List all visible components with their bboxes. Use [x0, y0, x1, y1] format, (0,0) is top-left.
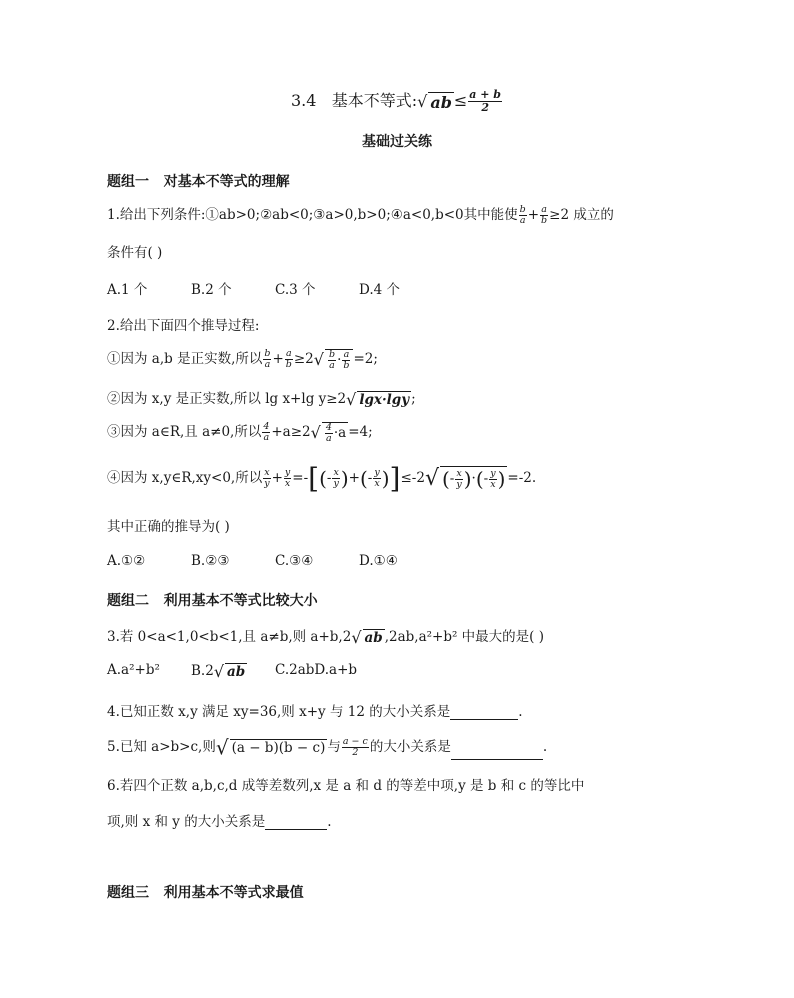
question-1-line-1: [107, 203, 614, 226]
q2-s4-f5-den: y: [456, 478, 462, 490]
q2-s4-f2-num: y: [284, 467, 291, 478]
question-4: [107, 700, 523, 720]
group-3-label: 题组三: [107, 885, 149, 901]
q2-s4-plus: +: [271, 470, 283, 486]
q2-s4-frac-xy-3: [455, 469, 462, 490]
q2-s4-f2-den: x: [284, 478, 291, 489]
q3-options: [107, 662, 437, 682]
q2-option-c[interactable]: C.③④: [275, 553, 314, 569]
q2-s4-f6-num: y: [490, 467, 496, 479]
q2-s1-f2-num: a: [285, 348, 292, 359]
q3-option-b[interactable]: B.2√ ab: [191, 662, 246, 681]
section-number: 3.4: [291, 91, 317, 110]
q6-answer-blank[interactable]: [265, 815, 327, 830]
q2-statement-1: ①因为 a,b 是正实数,所以 $\frac{b}{a}$ + $\frac{a}{b}$ ≥2√ $\frac{b}{a}$ · $\frac{a}{b}$ =2;: [107, 348, 378, 371]
q2-s4-frac-xy: [263, 468, 270, 489]
q1-f1-num: b: [519, 204, 526, 215]
title-le: ≤: [453, 91, 468, 110]
q3-option-b-sqrt: ab: [227, 664, 246, 680]
q5-pre: 5.已知 a>b>c,则: [107, 739, 216, 755]
q2-s4-f3-num: x: [333, 467, 339, 478]
title-fraction: [468, 89, 502, 114]
q1-option-b[interactable]: B.2 个: [191, 282, 232, 298]
q2-s3-f-den: a: [263, 432, 270, 443]
q6-end: .: [327, 814, 332, 830]
q2-s1-sqrt-frac-1: [328, 350, 336, 371]
q2-s3-mid: +a≥2: [271, 424, 311, 440]
q1-text-b: ≥2 成立的: [549, 207, 614, 223]
q3-option-a[interactable]: A.a²+b²: [107, 662, 160, 678]
q3-option-b-pre: B.2: [191, 663, 214, 679]
question-6-line-2: [107, 810, 332, 830]
q1-option-d[interactable]: D.4 个: [359, 282, 401, 298]
q4-answer-blank[interactable]: [450, 705, 518, 720]
q2-option-d[interactable]: D.①④: [359, 553, 398, 569]
q2-s1-pre: ①因为 a,b 是正实数,所以: [107, 351, 263, 367]
q2-s1-sqrt-frac-2: [342, 350, 350, 371]
q2-s4-paren-r3: ): [463, 467, 472, 491]
q2-s2-pre: ②因为 x,y 是正实数,所以 lg x+lg y≥2: [107, 391, 347, 407]
page-title: 3.4 基本不等式:√ ab ≤ $\frac{a + b}{2}$: [291, 88, 501, 114]
q4-end: .: [518, 704, 523, 720]
q2-s1-sq-f2-den: b: [343, 359, 350, 371]
q1-plus: +: [527, 207, 540, 223]
q1-f2-num: a: [541, 204, 547, 215]
q3-sqrt: ab: [364, 630, 383, 646]
q2-s3-sqrt: [322, 422, 348, 444]
q2-s4-f1-den: y: [264, 478, 270, 489]
q2-s1-dot: ·: [337, 351, 342, 368]
q2-s4-bracket-r: ]: [389, 462, 401, 495]
q5-answer-blank[interactable]: [451, 745, 543, 760]
question-2-intro: 2.给出下面四个推导过程:: [107, 318, 260, 334]
q2-s4-f6-den: x: [490, 478, 496, 490]
q1-frac-b-over-a: [519, 205, 527, 226]
title-frac-den: 2: [481, 101, 489, 114]
group-2-label: 题组二: [107, 593, 149, 609]
q2-s3-post: =4;: [348, 424, 373, 440]
q2-s1-f1-den: a: [264, 359, 271, 370]
q2-s1-sqrt: [325, 349, 353, 371]
group-1-title: 对基本不等式的理解: [163, 174, 290, 190]
q1-text-a: 1.给出下列条件:①ab>0;②ab<0;③a>0,b>0;④a<0,b<0其中能使: [107, 207, 518, 223]
q2-s4-frac-yx-2: [373, 468, 380, 489]
q5-frac-num: a − c: [342, 736, 368, 747]
q2-statement-3: ③因为 a∈R,且 a≠0,所以 $\frac{4}{a}$ +a≥2√ $\frac{4}{a}$ ·a =4;: [107, 421, 373, 444]
q2-s4-paren-l3: (: [441, 467, 450, 491]
q2-s4-f1-num: x: [264, 467, 270, 478]
q2-s4-f4-num: y: [374, 467, 380, 478]
q2-s4-f5-num: x: [456, 467, 462, 479]
q2-options: [107, 553, 437, 573]
q1-option-c[interactable]: C.3 个: [275, 282, 316, 298]
q2-s4-paren-r2: ): [381, 466, 390, 491]
q2-statement-2: ②因为 x,y 是正实数,所以 lg x+lg y≥2√ lgx·lgy ;: [107, 390, 416, 409]
q1-f1-den: a: [519, 215, 526, 226]
q1-frac-a-over-b: [540, 205, 548, 226]
q2-s3-sq-f-den: a: [326, 432, 332, 444]
group-2-heading: [107, 590, 318, 610]
group-1-heading: [107, 171, 290, 191]
q2-s4-frac-yx-3: [489, 469, 496, 490]
title-frac-num: a + b: [469, 88, 501, 101]
q5-post: 的大小关系是: [369, 739, 451, 755]
q1-f2-den: b: [541, 215, 548, 226]
q2-s1-frac-ab: [285, 349, 293, 370]
q5-sqrt: (a − b)(b − c): [231, 740, 326, 756]
question-3: 3.若 0<a<1,0<b<1,且 a≠b,则 a+b,2√ ab ,2ab,a²+b² 中最大的是( ): [107, 628, 545, 647]
q2-s4-bracket-l: [: [308, 462, 320, 495]
q2-s3-sq-f-num: 4: [325, 421, 332, 433]
q2-option-a[interactable]: A.①②: [107, 553, 146, 569]
q2-s1-mid: ≥2: [293, 351, 314, 367]
subtitle: 基础过关练: [362, 134, 432, 150]
q2-s1-sq-f2-num: a: [343, 348, 350, 360]
q5-end: .: [542, 739, 548, 755]
q2-s4-paren-l4: (: [475, 467, 484, 491]
q2-s2-sqrt: lgx·lgy: [359, 392, 410, 408]
q5-mid: 与: [327, 739, 341, 755]
group-1-label: 题组一: [107, 174, 149, 190]
q3-text-post: ,2ab,a²+b² 中最大的是( ): [384, 629, 545, 645]
section-title-text: 基本不等式:: [331, 91, 418, 110]
q2-s4-le: ≤-2: [400, 470, 425, 486]
group-3-title: 利用基本不等式求最值: [163, 885, 304, 901]
q2-s4-f4-den: x: [374, 478, 380, 489]
q3-text-pre: 3.若 0<a<1,0<b<1,且 a≠b,则 a+b,2: [107, 629, 352, 645]
q2-option-b[interactable]: B.②③: [191, 553, 230, 569]
q2-s4-frac-xy-2: [332, 468, 339, 489]
q2-s4-f3-den: y: [333, 478, 339, 489]
group-3-heading: [107, 882, 304, 902]
q6-line2-text: 项,则 x 和 y 的大小关系是: [107, 814, 266, 830]
q2-s4-mid: =-: [292, 470, 309, 486]
q2-s3-f-num: 4: [263, 421, 270, 432]
q5-frac-den: 2: [352, 747, 359, 758]
group-2-title: 利用基本不等式比较大小: [163, 593, 318, 609]
q2-s4-paren-l2: (: [359, 466, 368, 491]
q2-s4-minus-2: -: [367, 470, 373, 486]
q4-text: 4.已知正数 x,y 满足 xy=36,则 x+y 与 12 的大小关系是: [107, 704, 451, 720]
q2-s1-sq-f1-num: b: [328, 348, 336, 360]
q1-options: [107, 278, 437, 298]
title-sqrt-ab: ab: [430, 92, 452, 112]
q2-s3-pre: ③因为 a∈R,且 a≠0,所以: [107, 424, 262, 440]
q2-s1-frac-ba: [263, 349, 271, 370]
q3-option-cd[interactable]: C.2abD.a+b: [275, 662, 358, 678]
q2-s1-f2-den: b: [285, 359, 292, 370]
q2-s1-post: =2;: [353, 351, 378, 367]
q5-frac: [342, 737, 369, 758]
q2-answer-line: 其中正确的推导为( ): [107, 519, 230, 535]
q2-s4-sqrt: [440, 466, 507, 491]
q2-s4-frac-yx: [284, 468, 291, 489]
q2-s4-plus-2: +: [348, 470, 360, 486]
q2-s3-sqrt-tail: ·a: [333, 424, 347, 441]
q2-s1-sq-f1-den: a: [329, 359, 335, 371]
q2-s1-f1-num: b: [264, 348, 271, 359]
question-6-line-1: 6.若四个正数 a,b,c,d 成等差数列,x 是 a 和 d 的等差中项,y 是 b 和 c 的等比中: [107, 778, 585, 794]
q1-option-a[interactable]: A.1 个: [107, 282, 148, 298]
q2-s4-paren-r1: ): [340, 466, 349, 491]
q2-s4-paren-l1: (: [319, 466, 327, 491]
q2-s4-paren-r4: ): [497, 467, 506, 491]
q2-s4-post: =-2.: [507, 470, 537, 486]
q2-s4-minus-4: -: [483, 470, 489, 487]
q2-s3-sqrt-frac: [325, 423, 333, 444]
question-5: 5.已知 a>b>c,则√ (a − b)(b − c) 与 $\frac{a - c}{2}$ 的大小关系是 .: [107, 735, 548, 760]
q2-s4-dot: ·: [471, 470, 476, 487]
question-1-line-2: 条件有( ): [107, 245, 163, 261]
q2-s4-pre: ④因为 x,y∈R,xy<0,所以: [107, 470, 263, 486]
q2-statement-4: ④因为 x,y∈R,xy<0,所以 $\frac{x}{y}$ + $\frac{y}{x}$ =-[(- $\frac{x}{y}$ )+(- $\frac{y}{x}$ )]≤-2√ (- $\frac{x}{y}$ )·(- $\frac{y}{x}$ ) =-2.: [107, 462, 537, 495]
q2-s1-plus: +: [272, 351, 284, 367]
q2-s3-frac-4a: [262, 422, 270, 443]
q2-s2-post: ;: [411, 391, 416, 407]
q2-s4-minus-3: -: [449, 470, 455, 487]
q2-s4-minus-1: -: [326, 470, 332, 486]
